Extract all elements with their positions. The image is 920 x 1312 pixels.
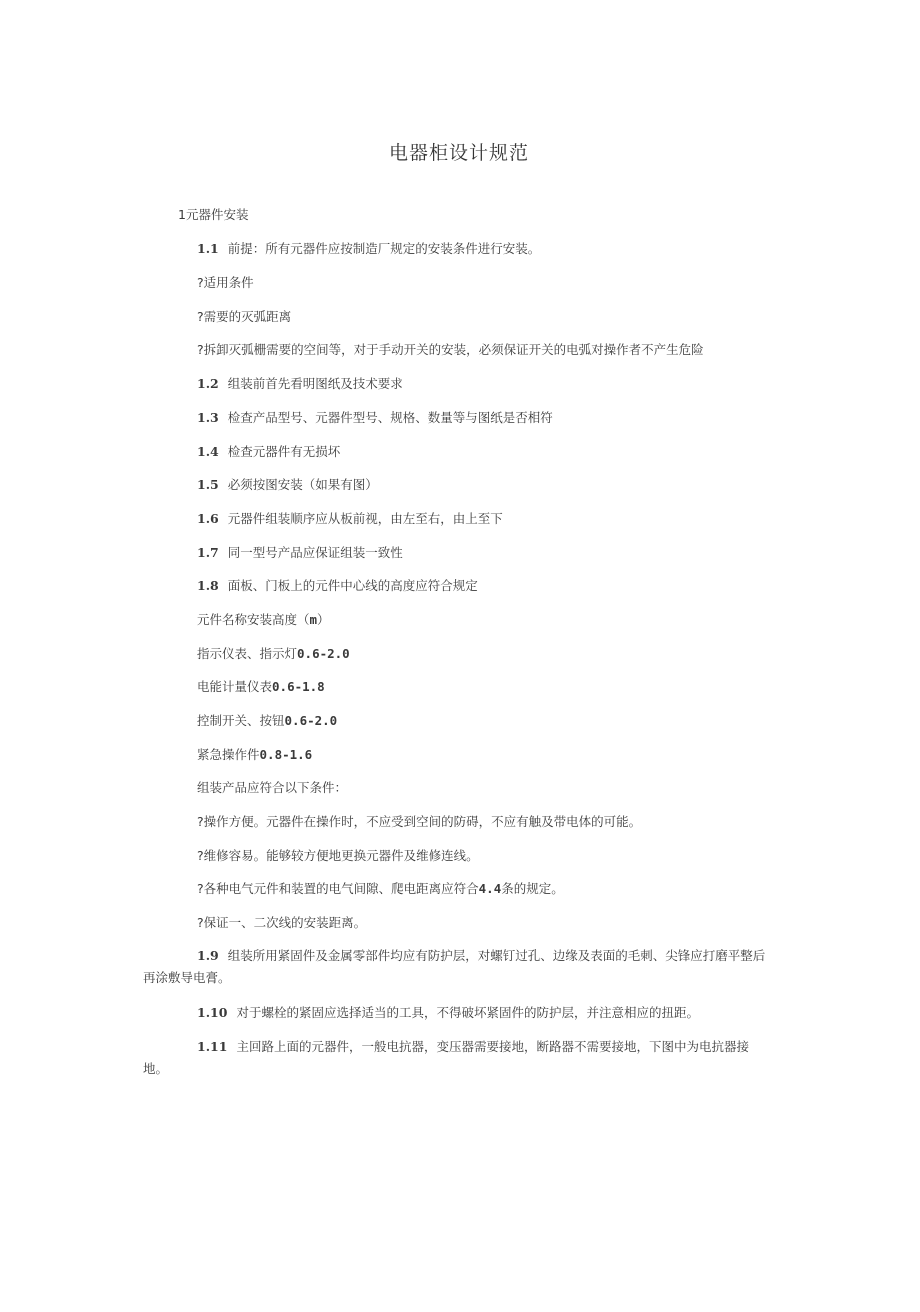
bullet-text: ?各种电气元件和装置的电气间隙、爬电距离应符合 [197, 881, 479, 896]
clause-text: 检查元器件有无损坏 [227, 444, 341, 459]
component-name: 控制开关、按钮 [197, 713, 285, 728]
height-range: 0.6-2.0 [284, 713, 338, 728]
height-row-indicator [197, 643, 350, 665]
clause-text: 检查产品型号、元器件型号、规格、数量等与图纸是否相符 [227, 410, 553, 425]
height-range: 0.6-1.8 [272, 679, 325, 694]
component-name: 指示仪表、指示灯 [197, 646, 298, 661]
clause-number: 1.11 [197, 1039, 228, 1054]
component-name: 紧急操作件 [197, 747, 260, 762]
clause-reference: 4.4 [478, 881, 502, 896]
section-heading-1 [178, 204, 248, 226]
clause-1-1 [197, 238, 540, 260]
clause-text: 对于螺栓的紧固应选择适当的工具，不得破坏紧固件的防护层，并注意相应的扭距。 [236, 1005, 699, 1020]
clause-text: 组装前首先看明图纸及技术要求 [227, 376, 403, 391]
bullet-easy-operation: ?操作方便。元器件在操作时，不应受到空间的防碍，不应有触及带电体的可能。 [197, 814, 642, 829]
clause-text: 元器件组装顺序应从板前视，由左至右，由上至下 [227, 511, 503, 526]
clause-1-6 [197, 508, 503, 530]
clause-text: 必须按图安装（如果有图） [227, 477, 378, 492]
height-range: 0.6-2.0 [297, 646, 350, 661]
clause-1-2 [197, 373, 403, 395]
bullet-arc-chute-space: ?拆卸灭弧栅需要的空间等，对于手动开关的安装，必须保证开关的电弧对操作者不产生危险 [197, 342, 704, 357]
height-header-close: ） [317, 612, 330, 627]
clause-number: 1.9 [197, 948, 219, 963]
clause-1-7 [197, 542, 403, 564]
clause-number: 1.1 [197, 241, 219, 256]
bullet-text-end: 条的规定。 [501, 881, 564, 896]
clause-text: 同一型号产品应保证组装一致性 [227, 545, 403, 560]
clause-1-8 [197, 575, 478, 597]
height-row-emergency [197, 744, 312, 766]
clause-number: 1.3 [197, 410, 219, 425]
assembly-conditions-heading: 组装产品应符合以下条件： [197, 780, 348, 795]
clause-1-4 [197, 441, 340, 463]
clause-number: 1.7 [197, 545, 219, 560]
clause-text: 面板、门板上的元件中心线的高度应符合规定 [227, 578, 478, 593]
clause-number: 1.10 [197, 1005, 228, 1020]
bullet-applicable-conditions: ?适用条件 [197, 275, 254, 290]
height-row-meter [197, 676, 325, 698]
section-label: 元器件安装 [185, 207, 249, 222]
clause-1-11 [143, 1036, 773, 1080]
document-title: 电器柜设计规范 [388, 142, 529, 164]
bullet-wiring-distance: ?保证一、二次线的安装距离。 [197, 915, 367, 930]
height-header-text: 元件名称安装高度（ [197, 612, 310, 627]
clause-number: 1.8 [197, 578, 219, 593]
height-table-header [197, 609, 330, 631]
bullet-clearance-distance [197, 878, 564, 900]
bullet-easy-maintenance: ?维修容易。能够较方便地更换元器件及维修连线。 [197, 848, 479, 863]
clause-number: 1.4 [197, 444, 219, 459]
clause-1-10 [197, 1002, 699, 1024]
clause-text: 主回路上面的元器件，一般电抗器，变压器需要接地，断路器不需要接地，下图中为电抗器接地。 [143, 1039, 749, 1076]
section-number: 1 [178, 207, 186, 222]
clause-number: 1.5 [197, 477, 219, 492]
bullet-arc-distance: ?需要的灭弧距离 [197, 309, 292, 324]
clause-1-3 [197, 407, 553, 429]
clause-text: 前提：所有元器件应按制造厂规定的安装条件进行安装。 [227, 241, 541, 256]
height-row-switch [197, 710, 337, 732]
clause-number: 1.2 [197, 376, 219, 391]
height-range: 0.8-1.6 [259, 747, 313, 762]
height-unit: m [309, 612, 318, 627]
component-name: 电能计量仪表 [197, 679, 273, 694]
clause-1-5 [197, 474, 378, 496]
clause-text: 组装所用紧固件及金属零部件均应有防护层，对螺钉过孔、边缘及表面的毛刺、尖锋应打磨平整后再涂敷导电膏。 [143, 948, 766, 985]
clause-number: 1.6 [197, 511, 219, 526]
clause-1-9 [143, 945, 773, 989]
